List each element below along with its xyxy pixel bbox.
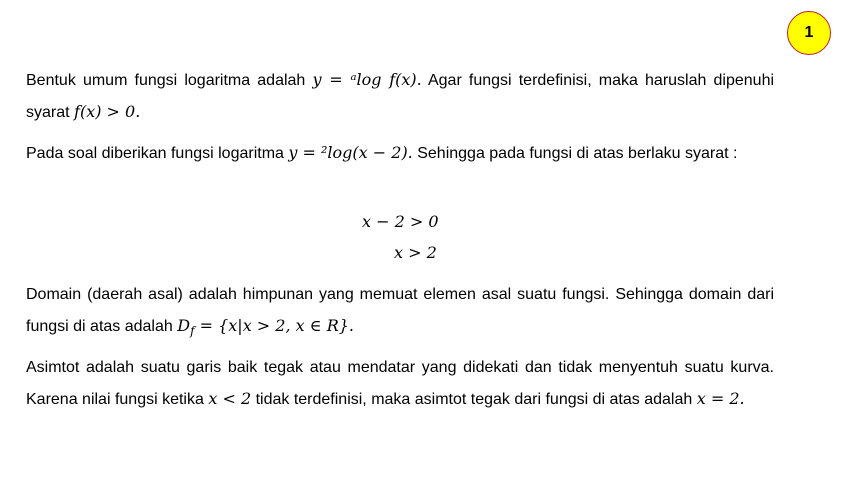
math-asymptote: x = 2. (696, 389, 745, 408)
text: Sehingga pada fungsi di atas berlaku syarat : (417, 145, 738, 162)
paragraph-asymptote (26, 352, 774, 415)
math-condition: f(x) > 0. (74, 102, 141, 121)
math-given-function: y = ²log(x − 2). (288, 143, 413, 162)
paragraph-domain (26, 279, 774, 347)
text: Bentuk umum fungsi logaritma adalah (26, 72, 306, 89)
equation-line-2: x > 2 (394, 243, 437, 262)
text: Pada soal diberikan fungsi logaritma (26, 145, 284, 162)
equation-line-1: x − 2 > 0 (362, 212, 439, 231)
text: Agar fungsi terdefinisi, maka haruslah dipenuhi syarat (26, 72, 775, 121)
text: Asimtot adalah suatu garis baik tegak atau mendatar yang didekati dan tidak menyentuh suatu kurva. Karena nilai fungsi ketika (26, 359, 774, 408)
math-domain (177, 316, 354, 339)
domain-subscript: f (190, 324, 195, 339)
text: Domain (daerah asal) adalah himpunan yang memuat elemen asal suatu fungsi. Sehingga domain dari fungsi di atas adalah (26, 286, 774, 335)
math-log-general: y = ᵃlog f(x). (312, 70, 422, 89)
slide-number-badge: 1 (787, 11, 831, 55)
domain-set: = {x|x > 2, x ∈ R}. (199, 316, 354, 335)
math-inequality: x < 2 (208, 389, 252, 408)
domain-symbol: D (177, 316, 191, 335)
text: tidak terdefinisi, maka asimtot tegak dari fungsi di atas adalah (255, 391, 693, 408)
paragraph-given-function (26, 137, 774, 169)
paragraph-definition (26, 64, 774, 128)
